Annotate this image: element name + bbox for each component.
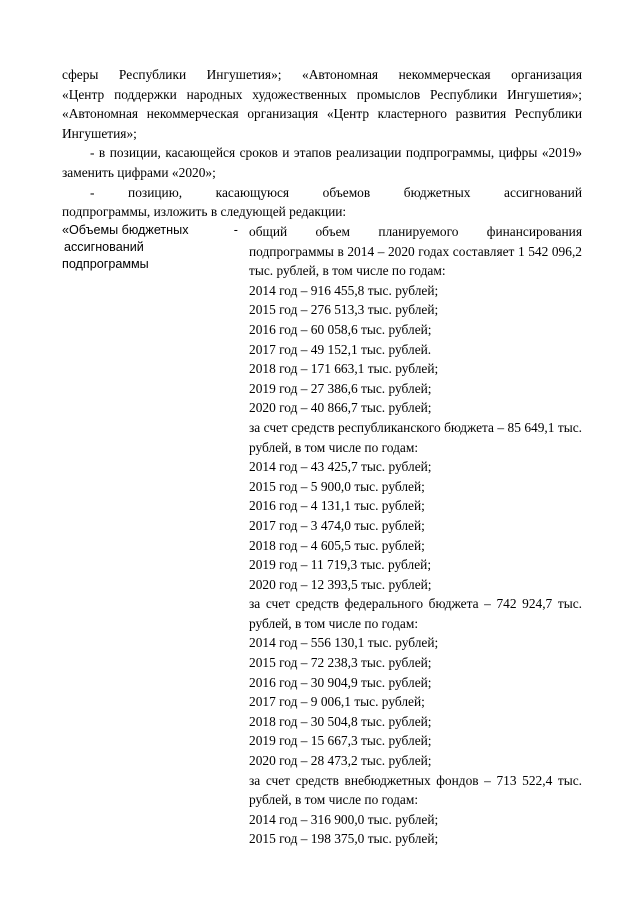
federal-funding-header: за счет средств федерального бюджета – 742 924,7 тыс. рублей, в том числе по годам: xyxy=(249,596,582,631)
federal-year-line: 2019 год – 15 667,3 тыс. рублей; xyxy=(249,733,432,749)
republican-year-line: 2015 год – 5 900,0 тыс. рублей; xyxy=(249,478,425,494)
position-label xyxy=(62,222,238,273)
republican-funding-header: за счет средств республиканского бюджета – 85 649,1 тыс. рублей, в том числе по годам: xyxy=(249,419,582,455)
intro-text xyxy=(62,65,582,222)
position-label-part-3: подпрограммы xyxy=(62,257,149,271)
intro-paragraph-3-line-2: подпрограммы, изложить в следующей редакции: xyxy=(62,204,347,220)
offbudget-funding-header: за счет средств внебюджетных фондов – 713 522,4 тыс. рублей, в том числе по годам: xyxy=(249,772,582,808)
total-funding-header: общий объем планируемого финансирования подпрограммы в 2014 – 2020 годах составляет 1 542 096,2 тыс. рублей, в том числе по годам: xyxy=(249,224,582,279)
offbudget-year-line: 2015 год – 198 375,0 тыс. рублей; xyxy=(249,831,439,847)
intro-paragraph-1-line-1: сферы Республики Ингушетия»; «Автономная некоммерческая организация xyxy=(62,67,582,82)
intro-paragraph-2: - в позиции, касающейся сроков и этапов реализации подпрограммы, цифры «2019» заменить цифрами «2020»; xyxy=(62,145,582,180)
total-year-line: 2020 год – 40 866,7 тыс. рублей; xyxy=(249,400,432,416)
position-label-dash: - xyxy=(233,223,238,237)
federal-year-line: 2014 год – 556 130,1 тыс. рублей; xyxy=(249,635,439,651)
federal-year-line: 2018 год – 30 504,8 тыс. рублей; xyxy=(249,713,432,729)
total-year-line: 2014 год – 916 455,8 тыс. рублей; xyxy=(249,282,439,298)
republican-year-line: 2016 год – 4 131,1 тыс. рублей; xyxy=(249,498,425,514)
position-label-part-2: ассигнований xyxy=(64,240,144,254)
intro-paragraph-3-line-1: - позицию, касающуюся объемов бюджетных ассигнований xyxy=(90,184,582,200)
intro-paragraph-1-rest: «Центр поддержки народных художественных промыслов Республики Ингушетия»; «Автономная некоммерческая организация «Центр кластерного развития Республики Ингушетия»; xyxy=(62,86,582,141)
total-year-line: 2016 год – 60 058,6 тыс. рублей; xyxy=(249,321,432,337)
total-year-line: 2019 год – 27 386,6 тыс. рублей; xyxy=(249,380,432,396)
federal-year-line: 2017 год – 9 006,1 тыс. рублей; xyxy=(249,694,425,710)
federal-year-line: 2016 год – 30 904,9 тыс. рублей; xyxy=(249,674,432,690)
federal-year-line: 2015 год – 72 238,3 тыс. рублей; xyxy=(249,655,432,671)
republican-year-line: 2017 год – 3 474,0 тыс. рублей; xyxy=(249,517,425,533)
republican-year-line: 2014 год – 43 425,7 тыс. рублей; xyxy=(249,459,432,475)
offbudget-year-line: 2014 год – 316 900,0 тыс. рублей; xyxy=(249,811,439,827)
position-label-row-1 xyxy=(62,222,238,239)
total-year-line: 2018 год – 171 663,1 тыс. рублей; xyxy=(249,361,439,377)
total-year-line: 2015 год – 276 513,3 тыс. рублей; xyxy=(249,302,439,318)
federal-year-line: 2020 год – 28 473,2 тыс. рублей; xyxy=(249,753,432,769)
republican-year-line: 2019 год – 11 719,3 тыс. рублей; xyxy=(249,557,432,573)
republican-year-line: 2018 год – 4 605,5 тыс. рублей; xyxy=(249,537,425,553)
republican-year-line: 2020 год – 12 393,5 тыс. рублей; xyxy=(249,576,432,592)
funding-details xyxy=(249,222,582,849)
total-year-line: 2017 год – 49 152,1 тыс. рублей. xyxy=(249,341,432,357)
position-label-part-1: «Объемы бюджетных xyxy=(62,223,189,237)
